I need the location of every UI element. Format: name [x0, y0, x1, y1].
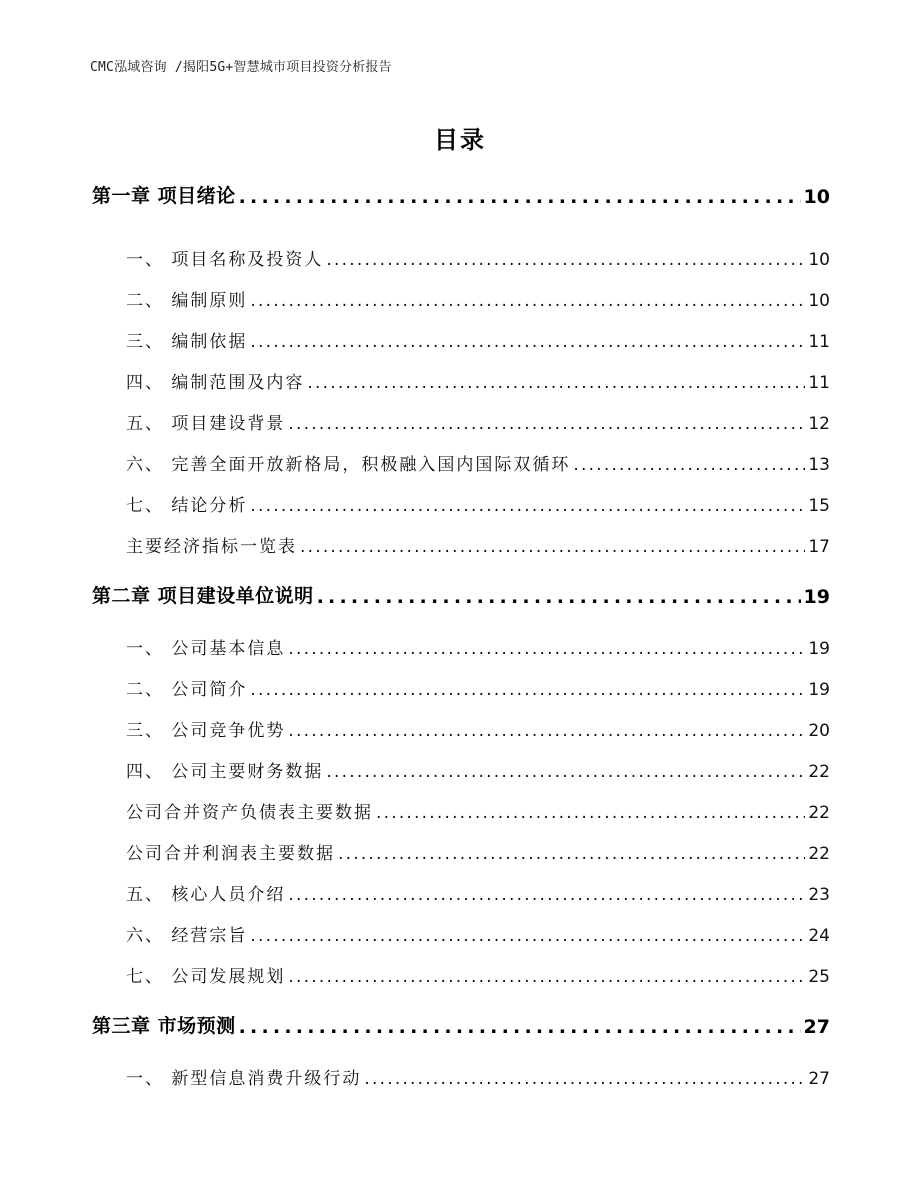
toc-entry-label: 一、 新型信息消费升级行动 — [126, 1069, 362, 1089]
toc-entry[interactable] — [126, 244, 830, 270]
toc-entry[interactable] — [126, 1063, 830, 1089]
toc-entry[interactable] — [126, 797, 830, 823]
toc-entry-page: 19 — [808, 680, 830, 700]
toc-leader-dots — [250, 926, 805, 946]
toc-entry[interactable] — [126, 961, 830, 987]
toc-entry-label: 三、 公司竞争优势 — [126, 721, 286, 741]
toc-entry-label: 第一章 项目绪论 — [92, 185, 236, 207]
toc-entry-page: 19 — [803, 586, 830, 608]
toc-entry[interactable] — [126, 531, 830, 557]
toc-leader-dots — [307, 373, 805, 393]
toc-entry[interactable] — [126, 715, 830, 741]
toc-entry-page: 25 — [808, 967, 830, 987]
toc-entry-label: 第三章 市场预测 — [92, 1015, 236, 1037]
toc-entry-label: 四、 公司主要财务数据 — [126, 762, 324, 782]
toc-entry-label: 二、 公司简介 — [126, 680, 248, 700]
toc-entry-page: 10 — [808, 250, 830, 270]
toc-entry-page: 20 — [808, 721, 830, 741]
toc-entry-label: 七、 公司发展规划 — [126, 967, 286, 987]
toc-entry-page: 17 — [808, 537, 830, 557]
toc-entry-label: 三、 编制依据 — [126, 332, 248, 352]
toc-entry-page: 15 — [808, 496, 830, 516]
toc-leader-dots — [338, 844, 805, 864]
toc-entry-page: 11 — [808, 332, 830, 352]
toc-entry-label: 七、 结论分析 — [126, 496, 248, 516]
toc-entry[interactable] — [126, 367, 830, 393]
toc-entry-label: 六、 完善全面开放新格局，积极融入国内国际双循环 — [126, 455, 571, 475]
toc-leader-dots — [250, 680, 805, 700]
toc-leader-dots — [364, 1069, 805, 1089]
toc-title: 目录 — [434, 126, 486, 154]
toc-entry[interactable] — [126, 633, 830, 659]
toc-entry-chapter-3[interactable] — [92, 1012, 830, 1038]
toc-entry[interactable] — [126, 326, 830, 352]
toc-entry-page: 10 — [808, 291, 830, 311]
toc-leader-dots — [317, 586, 801, 608]
toc-entry[interactable] — [126, 285, 830, 311]
toc-entry-page: 12 — [808, 414, 830, 434]
toc-leader-dots — [288, 721, 805, 741]
toc-entry-label: 一、 项目名称及投资人 — [126, 250, 324, 270]
toc-leader-dots — [239, 186, 801, 208]
toc-leader-dots — [250, 291, 805, 311]
toc-entry[interactable] — [126, 756, 830, 782]
toc-leader-dots — [239, 1016, 801, 1038]
toc-entry-page: 13 — [808, 455, 830, 475]
toc-entry-label: 一、 公司基本信息 — [126, 639, 286, 659]
toc-entry-page: 22 — [808, 844, 830, 864]
toc-entry-page: 11 — [808, 373, 830, 393]
toc-entry-label: 公司合并资产负债表主要数据 — [126, 803, 373, 823]
toc-entry-page: 22 — [808, 762, 830, 782]
toc-entry-chapter-1[interactable] — [92, 182, 830, 208]
toc-leader-dots — [288, 639, 805, 659]
toc-entry-page: 27 — [808, 1069, 830, 1089]
toc-entry-label: 四、 编制范围及内容 — [126, 373, 305, 393]
toc-entry-label: 主要经济指标一览表 — [126, 537, 297, 557]
toc-leader-dots — [250, 332, 805, 352]
toc-entry[interactable] — [126, 490, 830, 516]
toc-entry-label: 第二章 项目建设单位说明 — [92, 585, 314, 607]
toc-leader-dots — [288, 967, 805, 987]
toc-entry-page: 19 — [808, 639, 830, 659]
toc-entry[interactable] — [126, 408, 830, 434]
toc-leader-dots — [250, 496, 805, 516]
toc-leader-dots — [300, 537, 805, 557]
toc-entry-label: 公司合并利润表主要数据 — [126, 844, 335, 864]
toc-entry-label: 五、 项目建设背景 — [126, 414, 286, 434]
toc-entry-page: 22 — [808, 803, 830, 823]
toc-entry[interactable] — [126, 838, 830, 864]
toc-entry-chapter-2[interactable] — [92, 582, 830, 608]
toc-entry-label: 二、 编制原则 — [126, 291, 248, 311]
toc-entry-page: 10 — [803, 186, 830, 208]
toc-leader-dots — [288, 414, 805, 434]
toc-entry-page: 24 — [808, 926, 830, 946]
toc-entry-label: 六、 经营宗旨 — [126, 926, 248, 946]
toc-entry[interactable] — [126, 920, 830, 946]
page-header: CMC泓域咨询 /揭阳5G+智慧城市项目投资分析报告 — [90, 60, 392, 75]
toc-entry[interactable] — [126, 449, 830, 475]
toc-entry[interactable] — [126, 674, 830, 700]
toc-leader-dots — [288, 885, 805, 905]
toc-leader-dots — [573, 455, 805, 475]
toc-leader-dots — [326, 250, 805, 270]
toc-entry-label: 五、 核心人员介绍 — [126, 885, 286, 905]
toc-entry-page: 23 — [808, 885, 830, 905]
toc-leader-dots — [326, 762, 805, 782]
toc-entry-page: 27 — [803, 1016, 830, 1038]
toc-leader-dots — [376, 803, 805, 823]
toc-entry[interactable] — [126, 879, 830, 905]
